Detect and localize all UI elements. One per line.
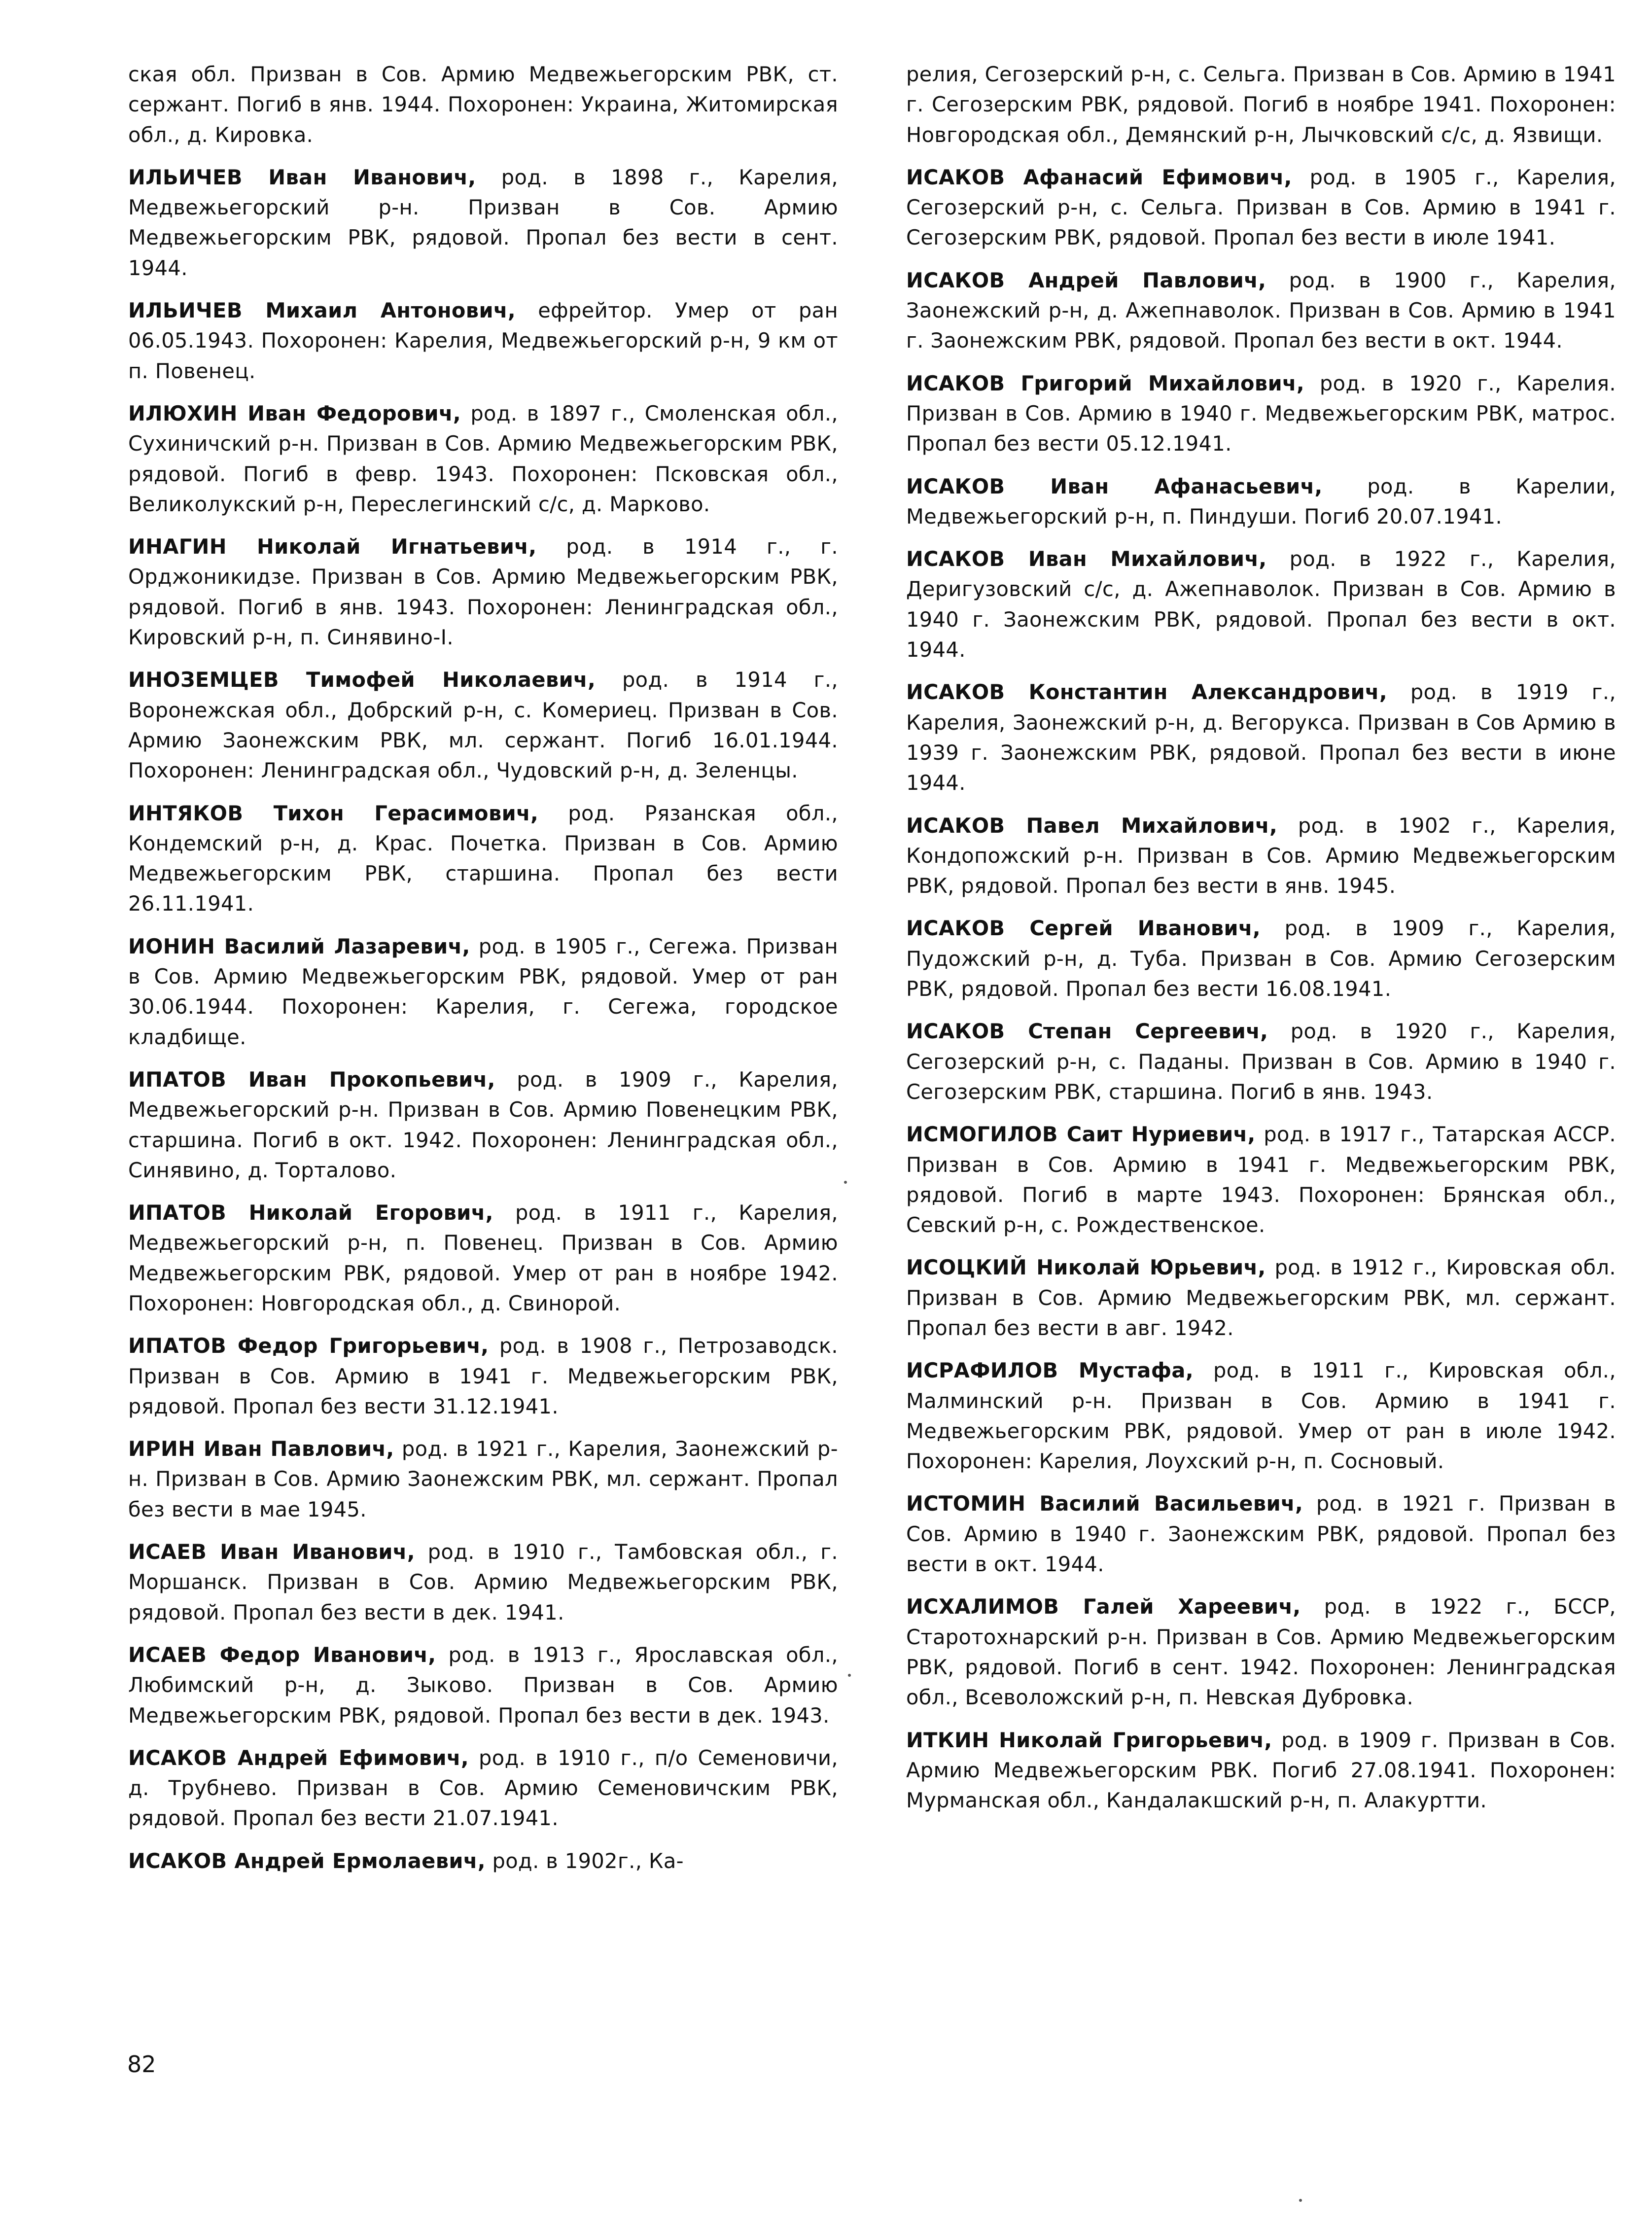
entry-text: род. в 1920 г., Карелия, Сегозерский р-н, с. Паданы. Призван в Сов. Армию в 1940 г. Сегозерским РВК, старшина. Погиб в янв. 1943. (906, 1019, 1616, 1104)
biography-entry (128, 798, 838, 919)
biography-entry (906, 811, 1616, 901)
person-name: ИНТЯКОВ Тихон Герасимович, (128, 801, 539, 825)
biography-entry (906, 1488, 1616, 1579)
person-name: ИПАТОВ Николай Егорович, (128, 1200, 493, 1225)
biography-entry (906, 677, 1616, 798)
person-name: ИСТОМИН Василий Васильевич, (906, 1491, 1303, 1516)
biography-entry (128, 1434, 838, 1524)
biography-entry (906, 1016, 1616, 1107)
entry-text: род. в Карелии, Медвежьегорский р-н, п. Пиндуши. Погиб 20.07.1941. (906, 474, 1617, 529)
biography-entry (906, 1355, 1616, 1476)
person-name: ИНОЗЕМЦЕВ Тимофей Николаевич, (128, 668, 596, 692)
entry-text: ефрейтор. Умер от ран 06.05.1943. Похоронен: Карелия, Медвежьегорский р-н, 9 км от п. Повенец. (128, 298, 839, 383)
biography-entry (128, 1743, 838, 1834)
entry-text: род. в 1900 г., Карелия, Заонежский р-н, д. Ажепнаволок. Призван в Сов. Армию в 1941 г. Заонежским РВК, рядовой. Пропал без вести в окт. 1944. (906, 268, 1617, 353)
person-name: ИСАКОВ Афанасий Ефимович, (906, 165, 1292, 189)
person-name: ИСРАФИЛОВ Мустафа, (906, 1358, 1194, 1383)
person-name: ИСАКОВ Андрей Ермолаевич, (128, 1848, 486, 1873)
biography-entry (906, 544, 1616, 665)
person-name: ИСАКОВ Степан Сергеевич, (906, 1019, 1268, 1044)
entry-text: род. в 1921 г., Карелия, Заонежский р-н. Призван в Сов. Армию Заонежским РВК, мл. сержант. Пропал без вести в мае 1945. (128, 1437, 838, 1521)
biography-entry (906, 1725, 1616, 1816)
biography-entry (906, 1252, 1616, 1343)
entry-text: род. в 1909 г., Карелия, Медвежьегорский р-н. Призван в Сов. Армию Повенецким РВК, старшина. Погиб в окт. 1942. Похоронен: Ленинградская обл., Синявино, д. Торталово. (128, 1067, 838, 1182)
entry-text: род. в 1905 г., Карелия, Сегозерский р-н, с. Сельга. Призван в Сов. Армию в 1941 г. Сегозерским РВК, рядовой. Пропал без вести в июле 1941. (906, 165, 1617, 250)
entry-text: род. в 1912 г., Кировская обл. Призван в Сов. Армию Медвежьегорским РВК, мл. сержант. Пропал без вести в авг. 1942. (906, 1255, 1616, 1340)
entry-text: род. в 1914 г., Воронежская обл., Добрский р-н, с. Комериец. Призван в Сов. Армию Заонежским РВК, мл. сержант. Погиб 16.01.1944. Похоронен: Ленинградская обл., Чудовский р-н, д. Зеленцы. (128, 668, 839, 783)
biography-entry (906, 59, 1616, 150)
person-name: ИЛЮХИН Иван Федорович, (128, 401, 461, 425)
entry-text: род. в 1919 г., Карелия, Заонежский р-н, д. Вегорукса. Призван в Сов Армию в 1939 г. Заонежским РВК, рядовой. Пропал без вести в июне 1944. (906, 680, 1617, 795)
person-name: ИСАКОВ Сергей Иванович, (906, 916, 1261, 941)
entry-text: род. в 1897 г., Смоленская обл., Сухиничский р-н. Призван в Сов. Армию Медвежьегорским РВК, рядовой. Погиб в февр. 1943. Похоронен: Псковская обл., Великолукский р-н, Переслегинский с/с, д. Марково. (128, 401, 839, 516)
entry-text: род. в 1920 г., Карелия. Призван в Сов. Армию в 1940 г. Медвежьегорским РВК, матрос. Пропал без вести 05.12.1941. (906, 371, 1616, 456)
biography-entry (906, 1119, 1616, 1240)
entry-text: род. в 1910 г., п/о Семеновичи, д. Трубнево. Призван в Сов. Армию Семеновичским РВК, рядовой. Пропал без вести 21.07.1941. (128, 1745, 838, 1831)
biography-entry (906, 1591, 1616, 1712)
person-name: ИПАТОВ Иван Прокопьевич, (128, 1067, 495, 1092)
biography-entry (906, 913, 1616, 1004)
print-speck (1299, 2199, 1302, 2202)
entry-text: род. в 1898 г., Карелия, Медвежьегорский р-н. Призван в Сов. Армию Медвежьегорским РВК, рядовой. Пропал без вести в сент. 1944. (128, 165, 839, 280)
biography-entry (128, 1640, 838, 1730)
biography-entry (128, 531, 838, 652)
entry-text: род. в 1902 г., Карелия, Кондопожский р-н. Призван в Сов. Армию Медвежьегорским РВК, рядовой. Пропал без вести в янв. 1945. (906, 813, 1616, 898)
biography-entry (128, 295, 838, 386)
person-name: ИПАТОВ Федор Григорьевич, (128, 1334, 489, 1358)
biography-entry (128, 162, 838, 283)
person-name: ИСАКОВ Павел Михайлович, (906, 813, 1278, 838)
entry-text: род. в 1905 г., Сегежа. Призван в Сов. Армию Медвежьегорским РВК, рядовой. Умер от ран 30.06.1944. Похоронен: Карелия, г. Сегежа, городское кладбище. (128, 934, 839, 1049)
entry-text: род. в 1911 г., Кировская обл., Малминский р-н. Призван в Сов. Армию в 1941 г. Медвежьегорским РВК, рядовой. Умер от ран в июле 1942. Похоронен: Карелия, Лоухский р-н, п. Сосновый. (906, 1358, 1616, 1474)
entry-text: род. в 1909 г., Карелия, Пудожский р-н, д. Туба. Призван в Сов. Армию Сегозерским РВК, рядовой. Пропал без вести 16.08.1941. (906, 916, 1617, 1001)
person-name: ИСАКОВ Константин Александрович, (906, 680, 1387, 705)
entry-text: род. в 1917 г., Татарская АССР. Призван в Сов. Армию в 1941 г. Медвежьегорским РВК, рядовой. Погиб в марте 1943. Похоронен: Брянская обл., Севский р-н, с. Рождественское. (906, 1122, 1616, 1237)
person-name: ИСАКОВ Андрей Павлович, (906, 268, 1266, 292)
person-name: ИЛЬИЧЕВ Михаил Антонович, (128, 298, 516, 323)
person-name: ИСАКОВ Иван Михайлович, (906, 547, 1267, 571)
biography-entry (128, 1537, 838, 1627)
entry-text: род. в 1910 г., Тамбовская обл., г. Моршанск. Призван в Сов. Армию Медвежьегорским РВК, рядовой. Пропал без вести в дек. 1941. (128, 1540, 839, 1624)
entry-text: род. в 1913 г., Ярославская обл., Любимский р-н, д. Зыково. Призван в Сов. Армию Медвежьегорским РВК, рядовой. Пропал без вести в дек. 1943. (128, 1642, 838, 1728)
person-name: ИОНИН Василий Лазаревич, (128, 934, 470, 958)
right-column (906, 59, 1616, 1828)
entry-text: род. в 1911 г., Карелия, Медвежьегорский р-н, п. Повенец. Призван в Сов. Армию Медвежьегорским РВК, рядовой. Умер от ран в ноябре 1942. Похоронен: Новгородская обл., д. Свинорой. (128, 1200, 838, 1315)
biography-entry (906, 368, 1616, 459)
entry-text: род. в 1922 г., БССР, Старотохнарский р-н. Призван в Сов. Армию Медвежьегорским РВК, рядовой. Погиб в сент. 1942. Похоронен: Ленинградская обл., Всеволожский р-н, п. Невская Дубровка. (906, 1594, 1617, 1710)
person-name: ИСАЕВ Иван Иванович, (128, 1540, 415, 1564)
person-name: ИСАКОВ Иван Афанасьевич, (906, 474, 1323, 498)
entry-text: род. в 1914 г., г. Орджоникидзе. Призван в Сов. Армию Медвежьегорским РВК, рядовой. Погиб в янв. 1943. Похоронен: Ленинградская обл., Кировский р-н, п. Синявино-I. (128, 534, 838, 650)
person-name: ИСАКОВ Андрей Ефимович, (128, 1745, 469, 1770)
biography-entry (128, 665, 838, 785)
person-name: ИСАКОВ Григорий Михайлович, (906, 371, 1305, 395)
entry-text: род. в 1902г., Ка- (492, 1848, 684, 1873)
left-column (128, 59, 838, 1888)
entry-text: релия, Сегозерский р-н, с. Сельга. Призван в Сов. Армию в 1941 г. Сегозерским РВК, рядовой. Погиб в ноябре 1941. Похоронен: Новгородская обл., Демянский р-н, Лычковский с/с, д. Язвищи. (906, 62, 1616, 147)
person-name: ИЛЬИЧЕВ Иван Иванович, (128, 165, 476, 189)
person-name: ИСМОГИЛОВ Саит Нуриевич, (906, 1122, 1256, 1147)
biography-entry (128, 1846, 838, 1876)
biography-entry (128, 398, 838, 519)
entry-text: род. Рязанская обл., Кондемский р-н, д. Крас. Почетка. Призван в Сов. Армию Медвежьегорским РВК, старшина. Пропал без вести 26.11.1941. (128, 801, 839, 916)
biography-entry (906, 471, 1616, 532)
entry-text: род. в 1908 г., Петрозаводск. Призван в Сов. Армию в 1941 г. Медвежьегорским РВК, рядовой. Пропал без вести 31.12.1941. (128, 1334, 838, 1418)
person-name: ИСАЕВ Федор Иванович, (128, 1642, 436, 1667)
entry-text: род. в 1921 г. Призван в Сов. Армию в 1940 г. Заонежским РВК, рядовой. Пропал без вести в окт. 1944. (906, 1491, 1617, 1577)
print-speck (844, 1181, 847, 1184)
biography-entry (128, 1198, 838, 1318)
biography-entry (906, 265, 1616, 356)
person-name: ИТКИН Николай Григорьевич, (906, 1728, 1272, 1752)
person-name: ИСХАЛИМОВ Галей Хареевич, (906, 1594, 1301, 1619)
biography-entry (128, 59, 838, 150)
biography-entry (906, 162, 1616, 253)
entry-text: ская обл. Призван в Сов. Армию Медвежьегорским РВК, ст. сержант. Погиб в янв. 1944. Похоронен: Украина, Житомирская обл., д. Кировка. (128, 62, 838, 147)
person-name: ИРИН Иван Павлович, (128, 1437, 394, 1461)
page-number: 82 (127, 2051, 156, 2078)
biography-entry (128, 1331, 838, 1421)
entry-text: род. в 1909 г. Призван в Сов. Армию Медвежьегорским РВК. Погиб 27.08.1941. Похоронен: Мурманская обл., Кандалакшский р-н, п. Алакуртти. (906, 1728, 1616, 1813)
biography-entry (128, 931, 838, 1052)
print-speck (848, 1674, 851, 1677)
person-name: ИСОЦКИЙ Николай Юрьевич, (906, 1255, 1266, 1280)
entry-text: род. в 1922 г., Карелия, Деригузовский с/с, д. Ажепнаволок. Призван в Сов. Армию в 1940 г. Заонежским РВК, рядовой. Пропал без вести в окт. 1944. (906, 547, 1617, 662)
person-name: ИНАГИН Николай Игнатьевич, (128, 534, 537, 559)
biography-entry (128, 1064, 838, 1185)
